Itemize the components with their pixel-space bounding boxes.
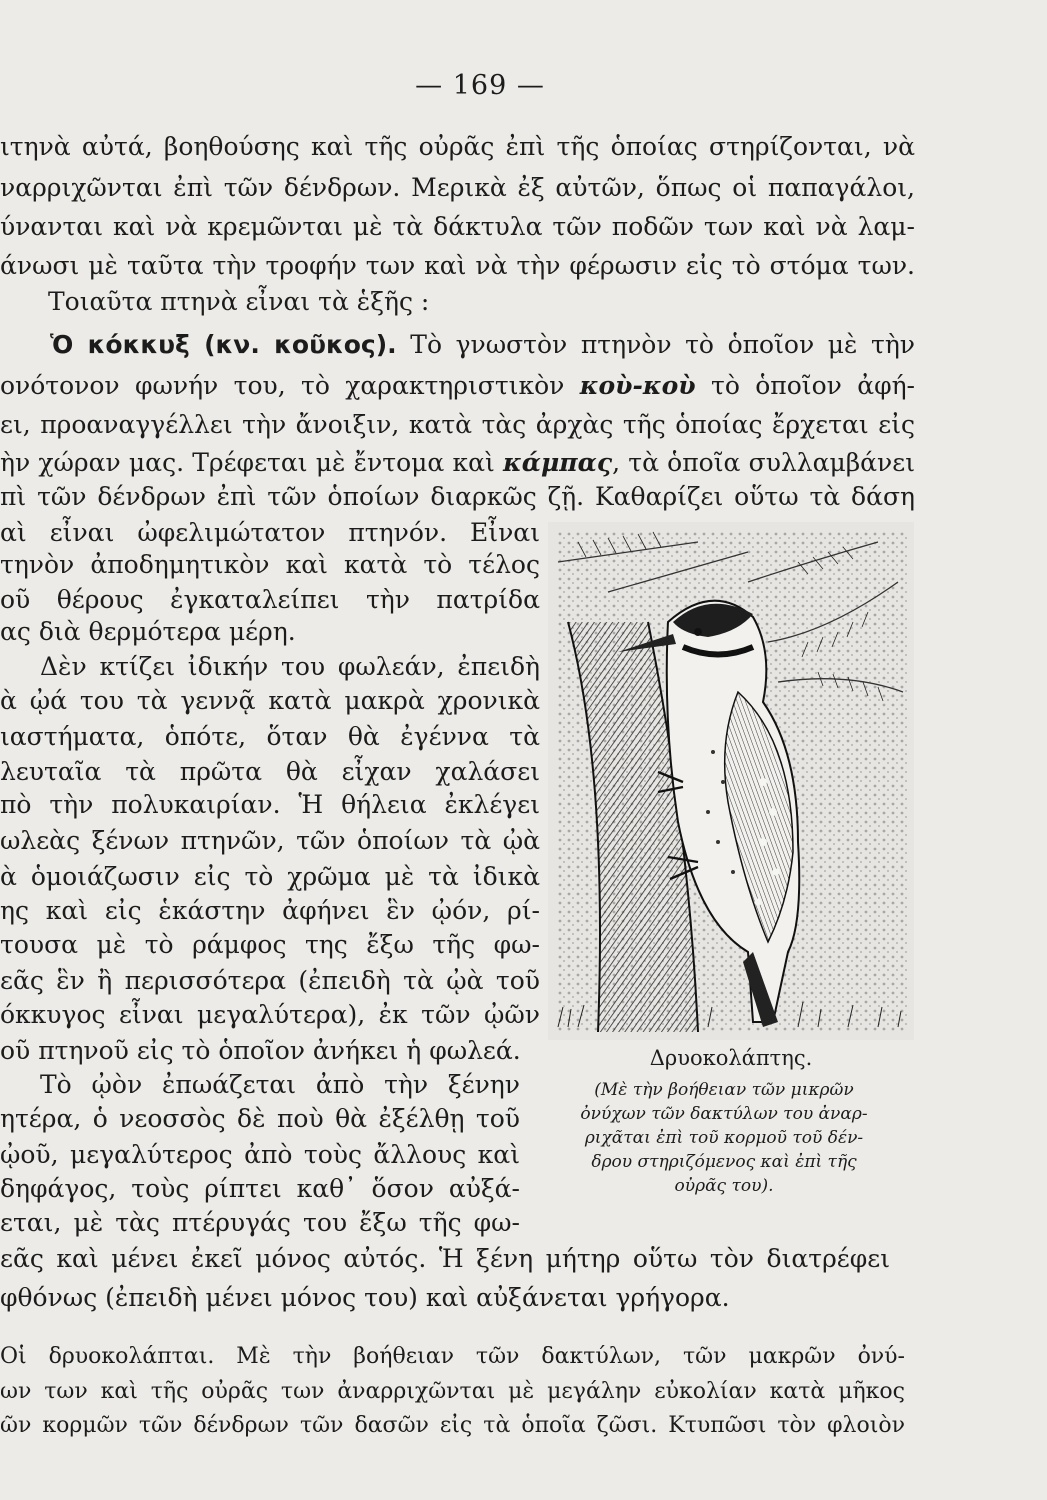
emphasis-kou-kou: κοὺ-κοὺ xyxy=(579,371,696,400)
small-text-line: ων των καὶ τῆς οὐρᾶς των ἀναρριχῶνται μὲ μεγάλην εὐκολίαν κατὰ μῆκος xyxy=(0,1379,905,1404)
text-line: άνωσι μὲ ταῦτα τὴν τροφήν των καὶ νὰ τὴν φέρωσιν εἰς τὸ στόμα των. xyxy=(0,251,915,280)
text-line xyxy=(0,371,915,401)
text-line: εᾶς καὶ μένει ἐκεῖ μόνος αὐτός. Ἡ ξένη μήτηρ οὕτω τὸν διατρέφει xyxy=(0,1244,890,1273)
text-line: αὶ εἶναι ὠφελιμώτατον πτηνόν. Εἶναι xyxy=(0,518,540,547)
text-line: εᾶς ἓν ἢ περισσότερα (ἐπειδὴ τὰ ᾠὰ τοῦ xyxy=(0,966,540,995)
text-span: , τὰ ὁποῖα συλλαμβάνει xyxy=(612,448,915,477)
small-text-line: ῶν κορμῶν τῶν δένδρων τῶν δασῶν εἰς τὰ ὁποῖα ζῶσι. Κτυπῶσι τὸν φλοιὸν xyxy=(0,1413,905,1438)
text-span: τὸ ὁποῖον ἀφή- xyxy=(695,371,916,400)
figure-note-line: ὀνύχων τῶν δακτύλων του ἀναρ- xyxy=(580,1104,868,1124)
text-line: λευταῖα τὰ πρῶτα θὰ εἶχαν χαλάσει xyxy=(0,757,540,786)
text-line: ὰ ὁμοιάζωσιν εἰς τὸ χρῶμα μὲ τὰ ἰδικὰ xyxy=(0,862,540,891)
text-line: οῦ πτηνοῦ εἰς τὸ ὁποῖον ἀνήκει ἡ φωλεά. xyxy=(0,1036,521,1065)
koukos-heading-line xyxy=(50,330,915,360)
text-line: ας διὰ θερμότερα μέρη. xyxy=(0,617,296,646)
figure-note-line: δρου στηριζόμενος καὶ ἐπὶ τῆς xyxy=(591,1152,857,1172)
text-line: ιτηνὰ αὐτά, βοηθούσης καὶ τῆς οὐρᾶς ἐπὶ τῆς ὁποίας στηρίζονται, νὰ xyxy=(0,132,915,161)
figure-note-line: (Μὲ τὴν βοήθειαν τῶν μικρῶν xyxy=(594,1080,854,1100)
figure-note-line: ριχᾶται ἐπὶ τοῦ κορμοῦ τοῦ δέν- xyxy=(584,1128,864,1148)
woodpecker-illustration xyxy=(548,522,914,1040)
text-line: τηνὸν ἀποδημητικὸν καὶ κατὰ τὸ τέλος xyxy=(0,550,540,579)
text-line: Τὸ ᾠὸν ἐπωάζεται ἀπὸ τὴν ξένην xyxy=(40,1070,520,1099)
text-line: εται, μὲ τὰς πτέρυγάς του ἔξω τῆς φω- xyxy=(0,1208,520,1237)
small-text-line: Οἱ δρυοκολάπται. Μὲ τὴν βοήθειαν τῶν δακτύλων, τῶν μακρῶν ὀνύ- xyxy=(0,1344,905,1369)
text-line: ναρριχῶνται ἐπὶ τῶν δένδρων. Μερικὰ ἐξ αὐτῶν, ὅπως οἱ παπαγάλοι, xyxy=(0,173,915,202)
text-line: δηφάγος, τοὺς ρίπτει καθ᾽ ὅσον αὐξά- xyxy=(0,1174,520,1203)
text-span: ὴν χώραν μας. Τρέφεται μὲ ἔντομα καὶ xyxy=(0,448,504,477)
text-line: πὸ τὴν πολυκαιρίαν. Ἡ θήλεια ἐκλέγει xyxy=(0,790,540,819)
text-line: πὶ τῶν δένδρων ἐπὶ τῶν ὁποίων διαρκῶς ζῇ. Καθαρίζει οὕτω τὰ δάση xyxy=(0,482,915,511)
page-number: — 169 — xyxy=(415,70,545,101)
text-line: φθόνως (ἐπειδὴ μένει μόνος του) καὶ αὐξάνεται γρήγορα. xyxy=(0,1283,730,1312)
text-line: ιαστήματα, ὁπότε, ὅταν θὰ ἐγέννα τὰ xyxy=(0,722,540,751)
text-line: ὰ ᾠά του τὰ γεννᾷ κατὰ μακρὰ χρονικὰ xyxy=(0,686,540,715)
text-line: ης καὶ εἰς ἑκάστην ἀφήνει ἓν ᾠόν, ρί- xyxy=(0,896,540,925)
text-line: οῦ θέρους ἐγκαταλείπει τὴν πατρίδα xyxy=(0,585,540,614)
intro-line: Τοιαῦτα πτηνὰ εἶναι τὰ ἑξῆς : xyxy=(48,287,430,316)
text-line: όκκυγος εἶναι μεγαλύτερα), ἐκ τῶν ᾠῶν xyxy=(0,1000,540,1029)
figure-note-line: οὐρᾶς του). xyxy=(674,1176,774,1196)
text-span: ονότονον φωνήν του, τὸ χαρακτηριστικὸν xyxy=(0,371,580,400)
text-line: ύνανται καὶ νὰ κρεμῶνται μὲ τὰ δάκτυλα τῶν ποδῶν των καὶ νὰ λαμ- xyxy=(0,212,915,241)
text-line: ᾠοῦ, μεγαλύτερος ἀπὸ τοὺς ἄλλους καὶ xyxy=(0,1140,520,1169)
figure-caption: Δρυοκολάπτης. xyxy=(649,1046,813,1070)
emphasis-kampas: κάμπας xyxy=(503,448,613,477)
koukos-heading: Ὁ κόκκυξ (κν. κοῦκος). xyxy=(50,330,397,359)
text-line: ωλεὰς ξένων πτηνῶν, τῶν ὁποίων τὰ ᾠὰ xyxy=(0,826,540,855)
text-line: ητέρα, ὁ νεοσσὸς δὲ ποὺ θὰ ἐξέλθῃ τοῦ xyxy=(0,1104,520,1133)
text-line: τουσα μὲ τὸ ράμφος της ἔξω τῆς φω- xyxy=(0,930,540,959)
text-line: Δὲν κτίζει ἰδικήν του φωλεάν, ἐπειδὴ xyxy=(40,652,540,681)
woodpecker-engraving-icon xyxy=(548,522,914,1040)
text-line xyxy=(0,448,915,478)
text-line: ει, προαναγγέλλει τὴν ἄνοιξιν, κατὰ τὰς ἀρχὰς τῆς ὁποίας ἔρχεται εἰς xyxy=(0,410,915,439)
koukos-heading-rest: Τὸ γνωστὸν πτηνὸν τὸ ὁποῖον μὲ τὴν xyxy=(396,330,915,359)
